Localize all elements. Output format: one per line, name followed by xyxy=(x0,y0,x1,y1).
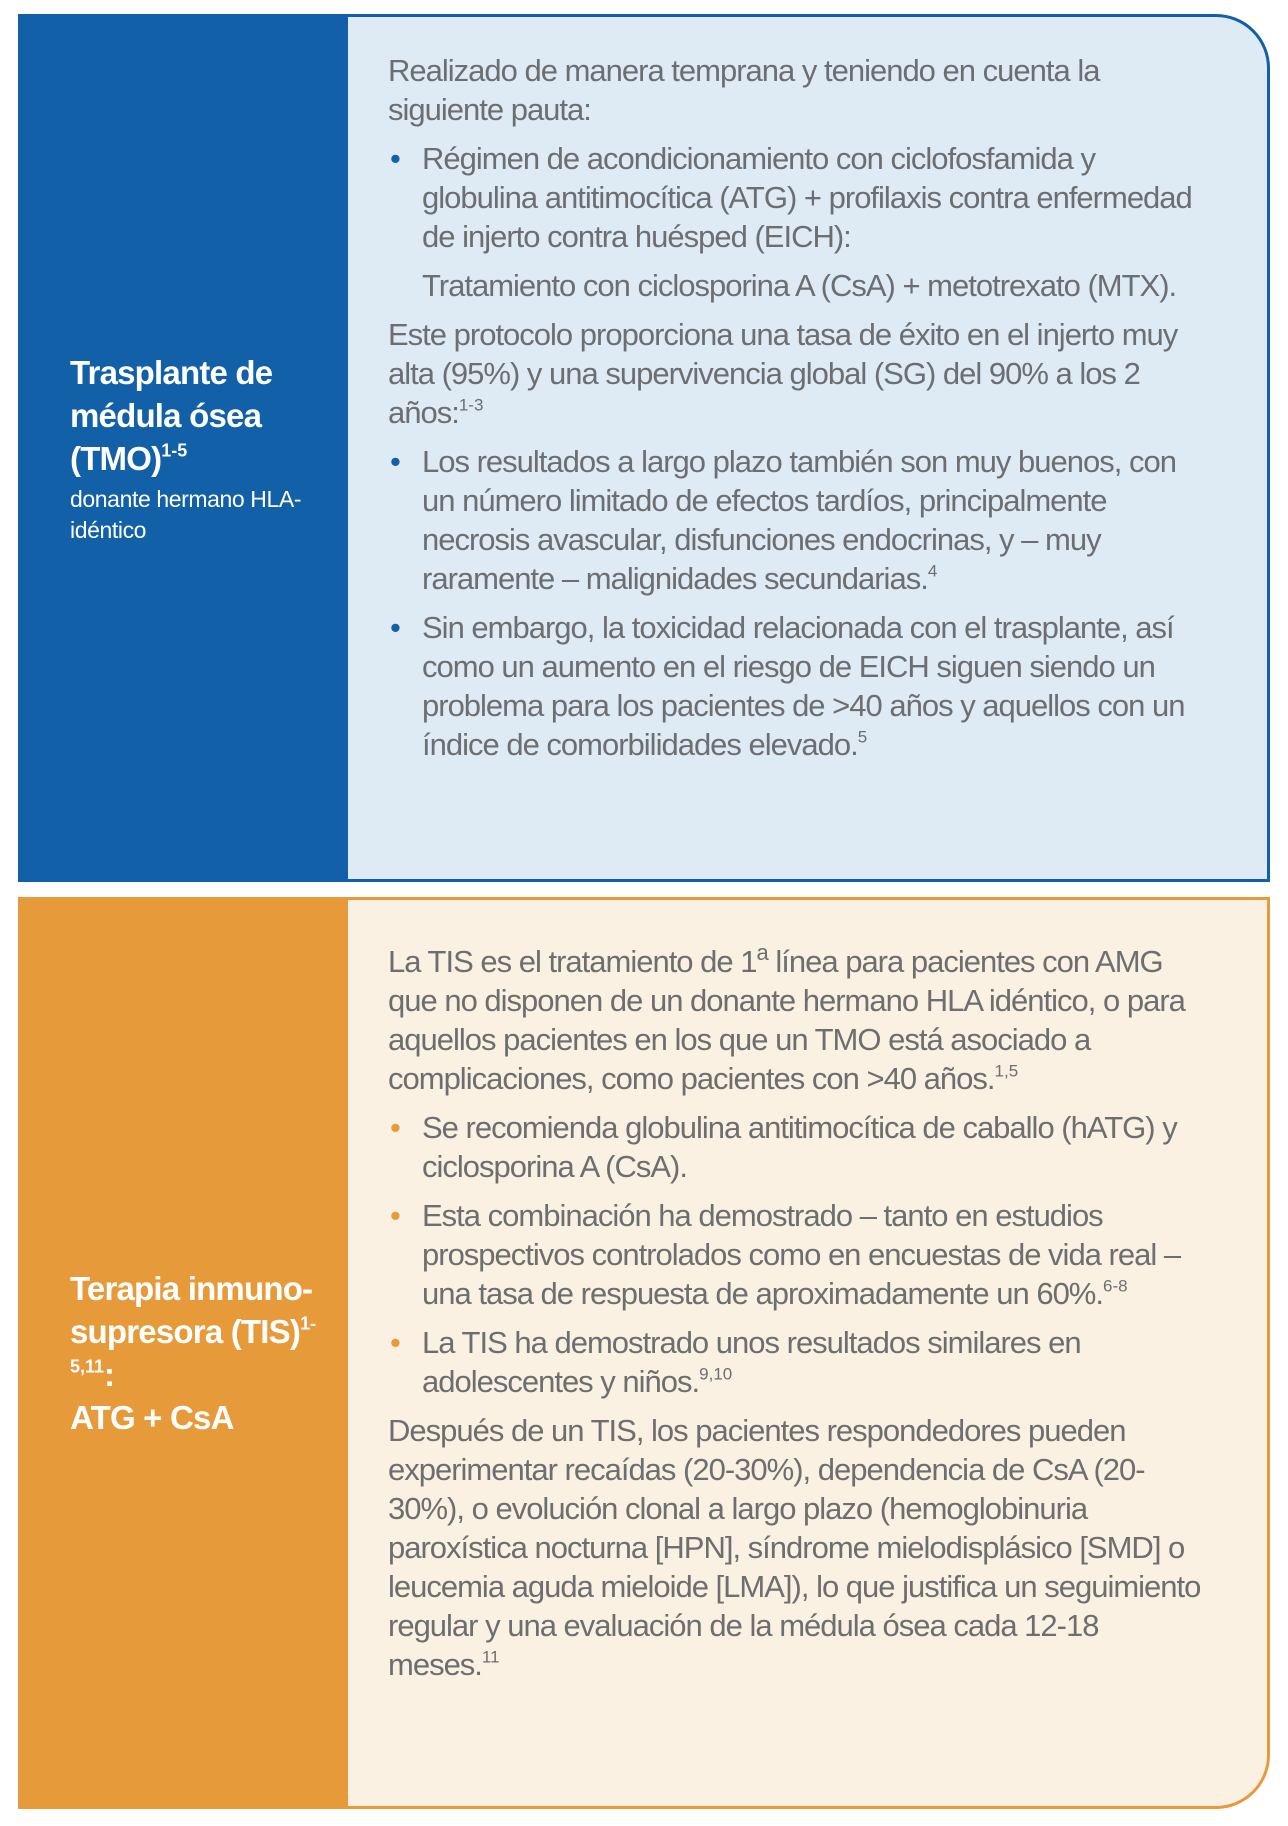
tis-panel xyxy=(18,897,1270,1809)
tis-intro-after: línea para pacientes con AMG que no disponen de un donante hermano HLA idéntico, o para aquellos pacientes en los que un TMO está asociado a complicaciones, como pacientes con >40 años. xyxy=(388,944,1185,1096)
tmo-title-ref: 1-5 xyxy=(161,440,188,460)
tis-outcome-text: Después de un TIS, los pacientes respondedores pueden experimentar recaídas (20-30%), dependencia de CsA (20-30%), o evolución clonal a largo plazo (hemoglobinuria paroxística nocturna [HPN], síndrome mielodisplásico [SMD] o leucemia aguda mieloide [LMA]), lo que justifica un seguimiento regular y una evaluación de la médula ósea cada 12-18 meses. xyxy=(388,1413,1201,1682)
tmo-subtitle: donante hermano HLA-idéntico xyxy=(70,485,302,543)
tis-title-colon: : xyxy=(104,1356,115,1393)
tmo-content xyxy=(348,17,1267,879)
bullet-icon: • xyxy=(390,141,400,176)
list-item xyxy=(388,1323,1215,1401)
tmo-result-ref: 5 xyxy=(857,727,868,747)
tmo-results-list xyxy=(388,442,1215,764)
bullet-icon: • xyxy=(390,1110,400,1145)
tis-items-list xyxy=(388,1108,1215,1401)
tmo-protocol-ref: 1-3 xyxy=(458,395,484,415)
tmo-result-text: Los resultados a largo plazo también son muy buenos, con un número limitado de efectos tardíos, principalmente necrosis avascular, disfunciones endocrinas, y – muy raramente – malignidades secundarias. xyxy=(422,444,1176,596)
tmo-title xyxy=(70,351,318,480)
tmo-regimen-text: Régimen de acondicionamiento con ciclofosfamida y globulina antitimocítica (ATG) + profilaxis contra enfermedad de injerto contra huésped (EICH): xyxy=(422,141,1192,254)
tis-content xyxy=(348,900,1267,1806)
bullet-icon: • xyxy=(390,444,400,479)
tmo-intro: Realizado de manera temprana y teniendo en cuenta la siguiente pauta: xyxy=(388,53,1100,127)
list-item xyxy=(388,139,1215,305)
list-item xyxy=(388,608,1215,764)
tis-item-text: La TIS ha demostrado unos resultados similares en adolescentes y niños. xyxy=(422,1325,1081,1399)
tmo-protocol xyxy=(388,315,1215,432)
tis-title-line2: ATG + CsA xyxy=(70,1399,234,1436)
tis-item-ref: 9,10 xyxy=(699,1364,733,1384)
tis-intro-ref: 1,5 xyxy=(994,1061,1019,1081)
tmo-regimen-continuation: Tratamiento con ciclosporina A (CsA) + metotrexato (MTX). xyxy=(422,268,1177,303)
list-item xyxy=(388,1196,1215,1313)
tis-item-ref: 6-8 xyxy=(1102,1276,1128,1296)
tis-outcome xyxy=(388,1411,1215,1684)
tis-title-ref: 1-5,11 xyxy=(70,1313,317,1377)
list-item xyxy=(388,442,1215,598)
tis-title-text: Terapia inmuno-supresora (TIS) xyxy=(70,1270,313,1350)
tis-title xyxy=(70,1267,318,1396)
tis-item-text: Se recomienda globulina antitimocítica de caballo (hATG) y ciclosporina A (CsA). xyxy=(422,1110,1177,1184)
tmo-result-ref: 4 xyxy=(927,561,938,581)
bullet-icon: • xyxy=(390,1325,400,1360)
tmo-regimen-list xyxy=(388,139,1215,305)
tis-label-column xyxy=(18,897,348,1809)
tis-item-text: Esta combinación ha demostrado – tanto en estudios prospectivos controlados como en encuestas de vida real – una tasa de respuesta de aproximadamente un 60%. xyxy=(422,1198,1181,1311)
tmo-protocol-text: Este protocolo proporciona una tasa de éxito en el injerto muy alta (95%) y una supervivencia global (SG) del 90% a los 2 años: xyxy=(388,317,1178,430)
tis-intro-ordinal: a xyxy=(756,939,768,965)
tmo-panel xyxy=(18,14,1270,882)
tis-outcome-ref: 11 xyxy=(481,1647,500,1667)
tis-intro-before: La TIS es el tratamiento de 1 xyxy=(388,944,757,979)
tmo-label-column xyxy=(18,14,348,882)
tis-intro xyxy=(388,939,1215,1098)
tmo-title-text: Trasplante de médula ósea (TMO) xyxy=(70,353,273,477)
list-item xyxy=(388,1108,1215,1186)
tmo-result-text: Sin embargo, la toxicidad relacionada con el trasplante, así como un aumento en el riesgo de EICH siguen siendo un problema para los pacientes de >40 años y aquellos con un índice de comorbilidades elevado. xyxy=(422,610,1185,762)
bullet-icon: • xyxy=(390,610,400,645)
bullet-icon: • xyxy=(390,1198,400,1233)
